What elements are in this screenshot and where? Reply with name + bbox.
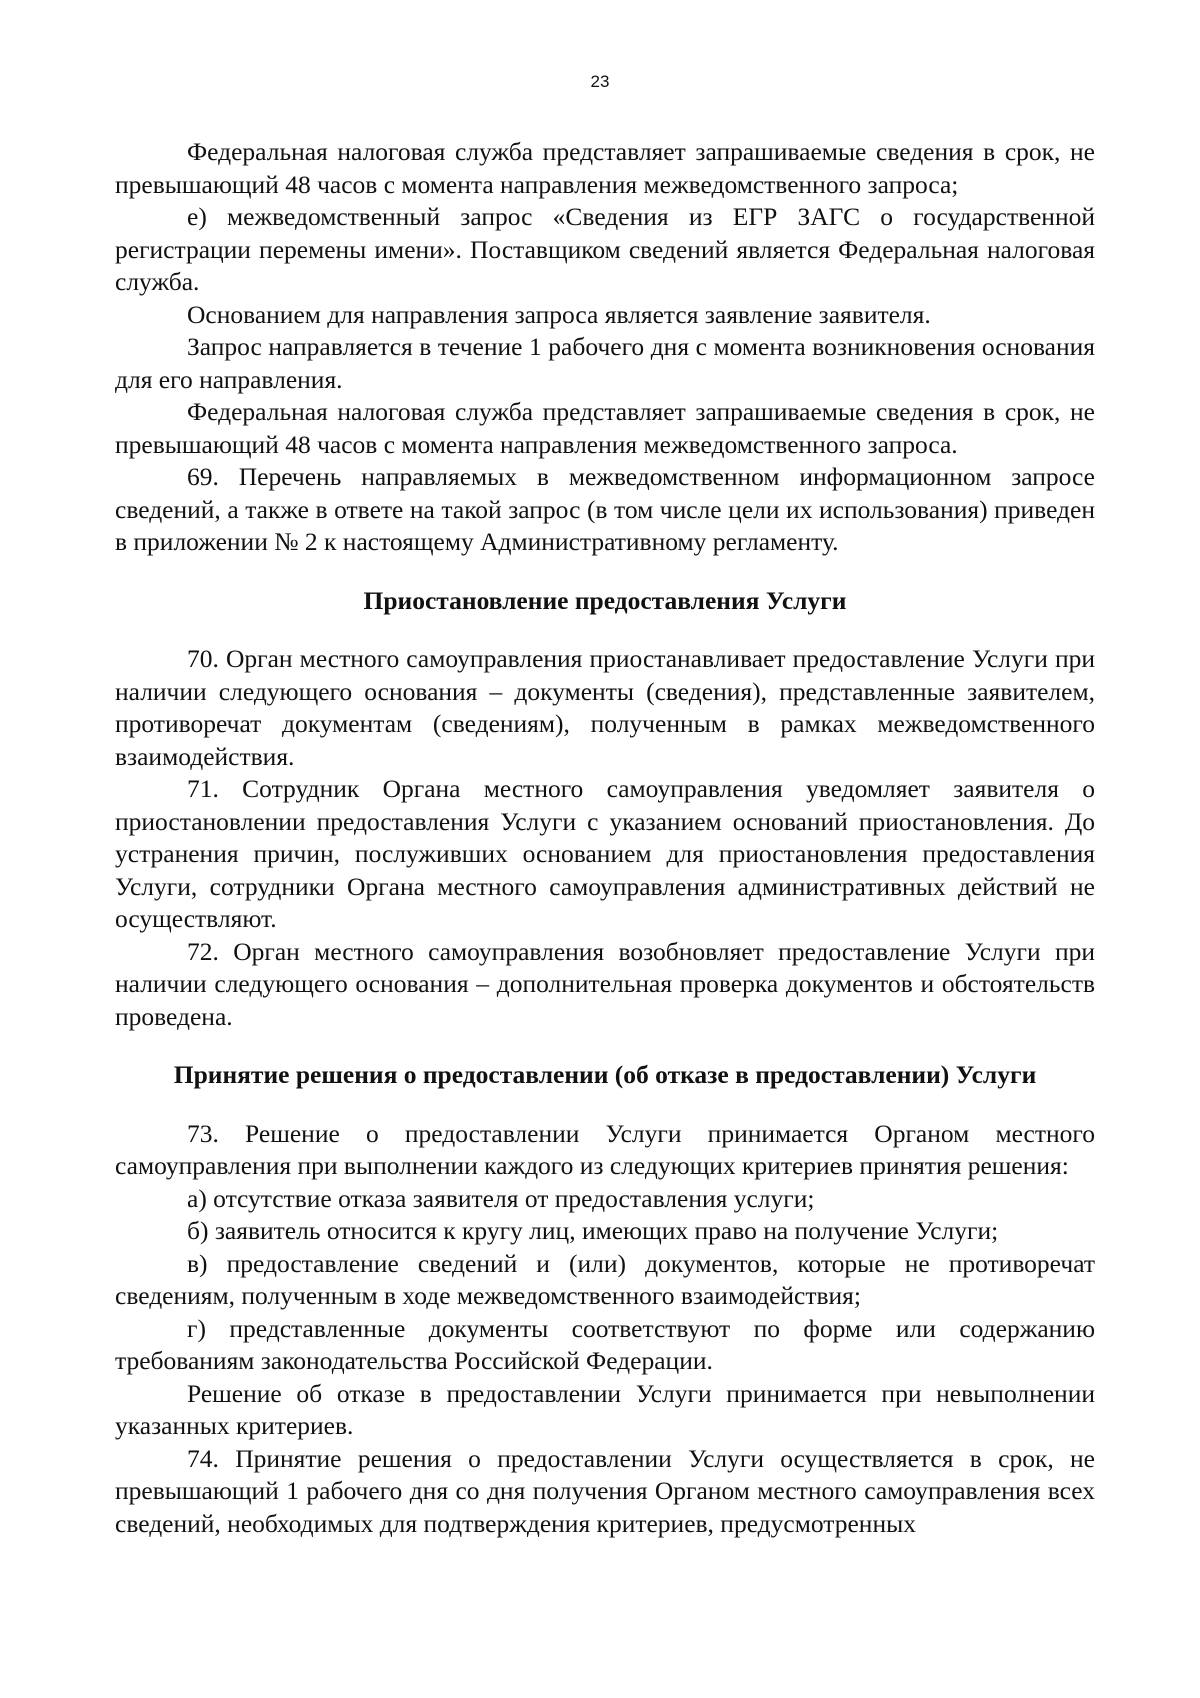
paragraph: Решение об отказе в предоставлении Услуги принимается при невыполнении указанных критериев. [115,1378,1095,1440]
list-item: г) представленные документы соответствуют по форме или содержанию требованиям законодательства Российской Федерации. [115,1313,1095,1375]
list-item: б) заявитель относится к кругу лиц, имеющих право на получение Услуги; [187,1216,999,1245]
section-heading-decision: Принятие решения о предоставлении (об отказе в предоставлении) Услуги [173,1060,1037,1089]
list-item: а) отсутствие отказа заявителя от предоставления услуги; [187,1183,815,1213]
paragraph: 69. Перечень направляемых в межведомственном информационном запросе сведений, а также в ответе на такой запрос (в том числе цели их использования) приведен в приложении № 2 к настоящему Административному регламенту. [115,462,1095,556]
paragraph: Основанием для направления запроса является заявление заявителя. [187,299,931,329]
page-number: 23 [590,72,610,91]
paragraph: е) межведомственный запрос «Сведения из ЕГР ЗАГС о государственной регистрации перемены имени». Поставщиком сведений является Федеральная налоговая служба. [115,202,1095,296]
paragraph: 72. Орган местного самоуправления возобновляет предоставление Услуги при наличии следующего основания – дополнительная проверка документов и обстоятельств проведена. [115,936,1095,1031]
paragraph: 74. Принятие решения о предоставлении Услуги осуществляется в срок, не превышающий 1 рабочего дня со дня получения Органом местного самоуправления всех сведений, необходимых для подтверждения критериев, предусмотренных [115,1443,1095,1538]
section-heading-suspension: Приостановление предоставления Услуги [363,585,847,615]
document-body [115,136,1095,1540]
paragraph: Федеральная налоговая служба представляет запрашиваемые сведения в срок, не превышающий 48 часов с момента направления межведомственного запроса. [115,397,1095,459]
paragraph: 73. Решение о предоставлении Услуги принимается Органом местного самоуправления при выполнении каждого из следующих критериев принятия решения: [115,1118,1095,1180]
paragraph: 71. Сотрудник Органа местного самоуправления уведомляет заявителя о приостановлении предоставления Услуги с указанием оснований приостановления. До устранения причин, послуживших основанием для приостановления предоставления Услуги, сотрудники Органа местного самоуправления административных действий не осуществляют. [115,774,1095,933]
paragraph: Федеральная налоговая служба представляет запрашиваемые сведения в срок, не превышающий 48 часов с момента направления межведомственного запроса; [115,137,1095,199]
list-item: в) предоставление сведений и (или) документов, которые не противоречат сведениям, полученным в ходе межведомственного взаимодействия; [115,1248,1095,1310]
paragraph: 70. Орган местного самоуправления приостанавливает предоставление Услуги при наличии следующего основания – документы (сведения), представленные заявителем, противоречат документам (сведениям), полученным в рамках межведомственного взаимодействия. [115,644,1095,771]
paragraph: Запрос направляется в течение 1 рабочего дня с момента возникновения основания для его направления. [115,332,1095,394]
